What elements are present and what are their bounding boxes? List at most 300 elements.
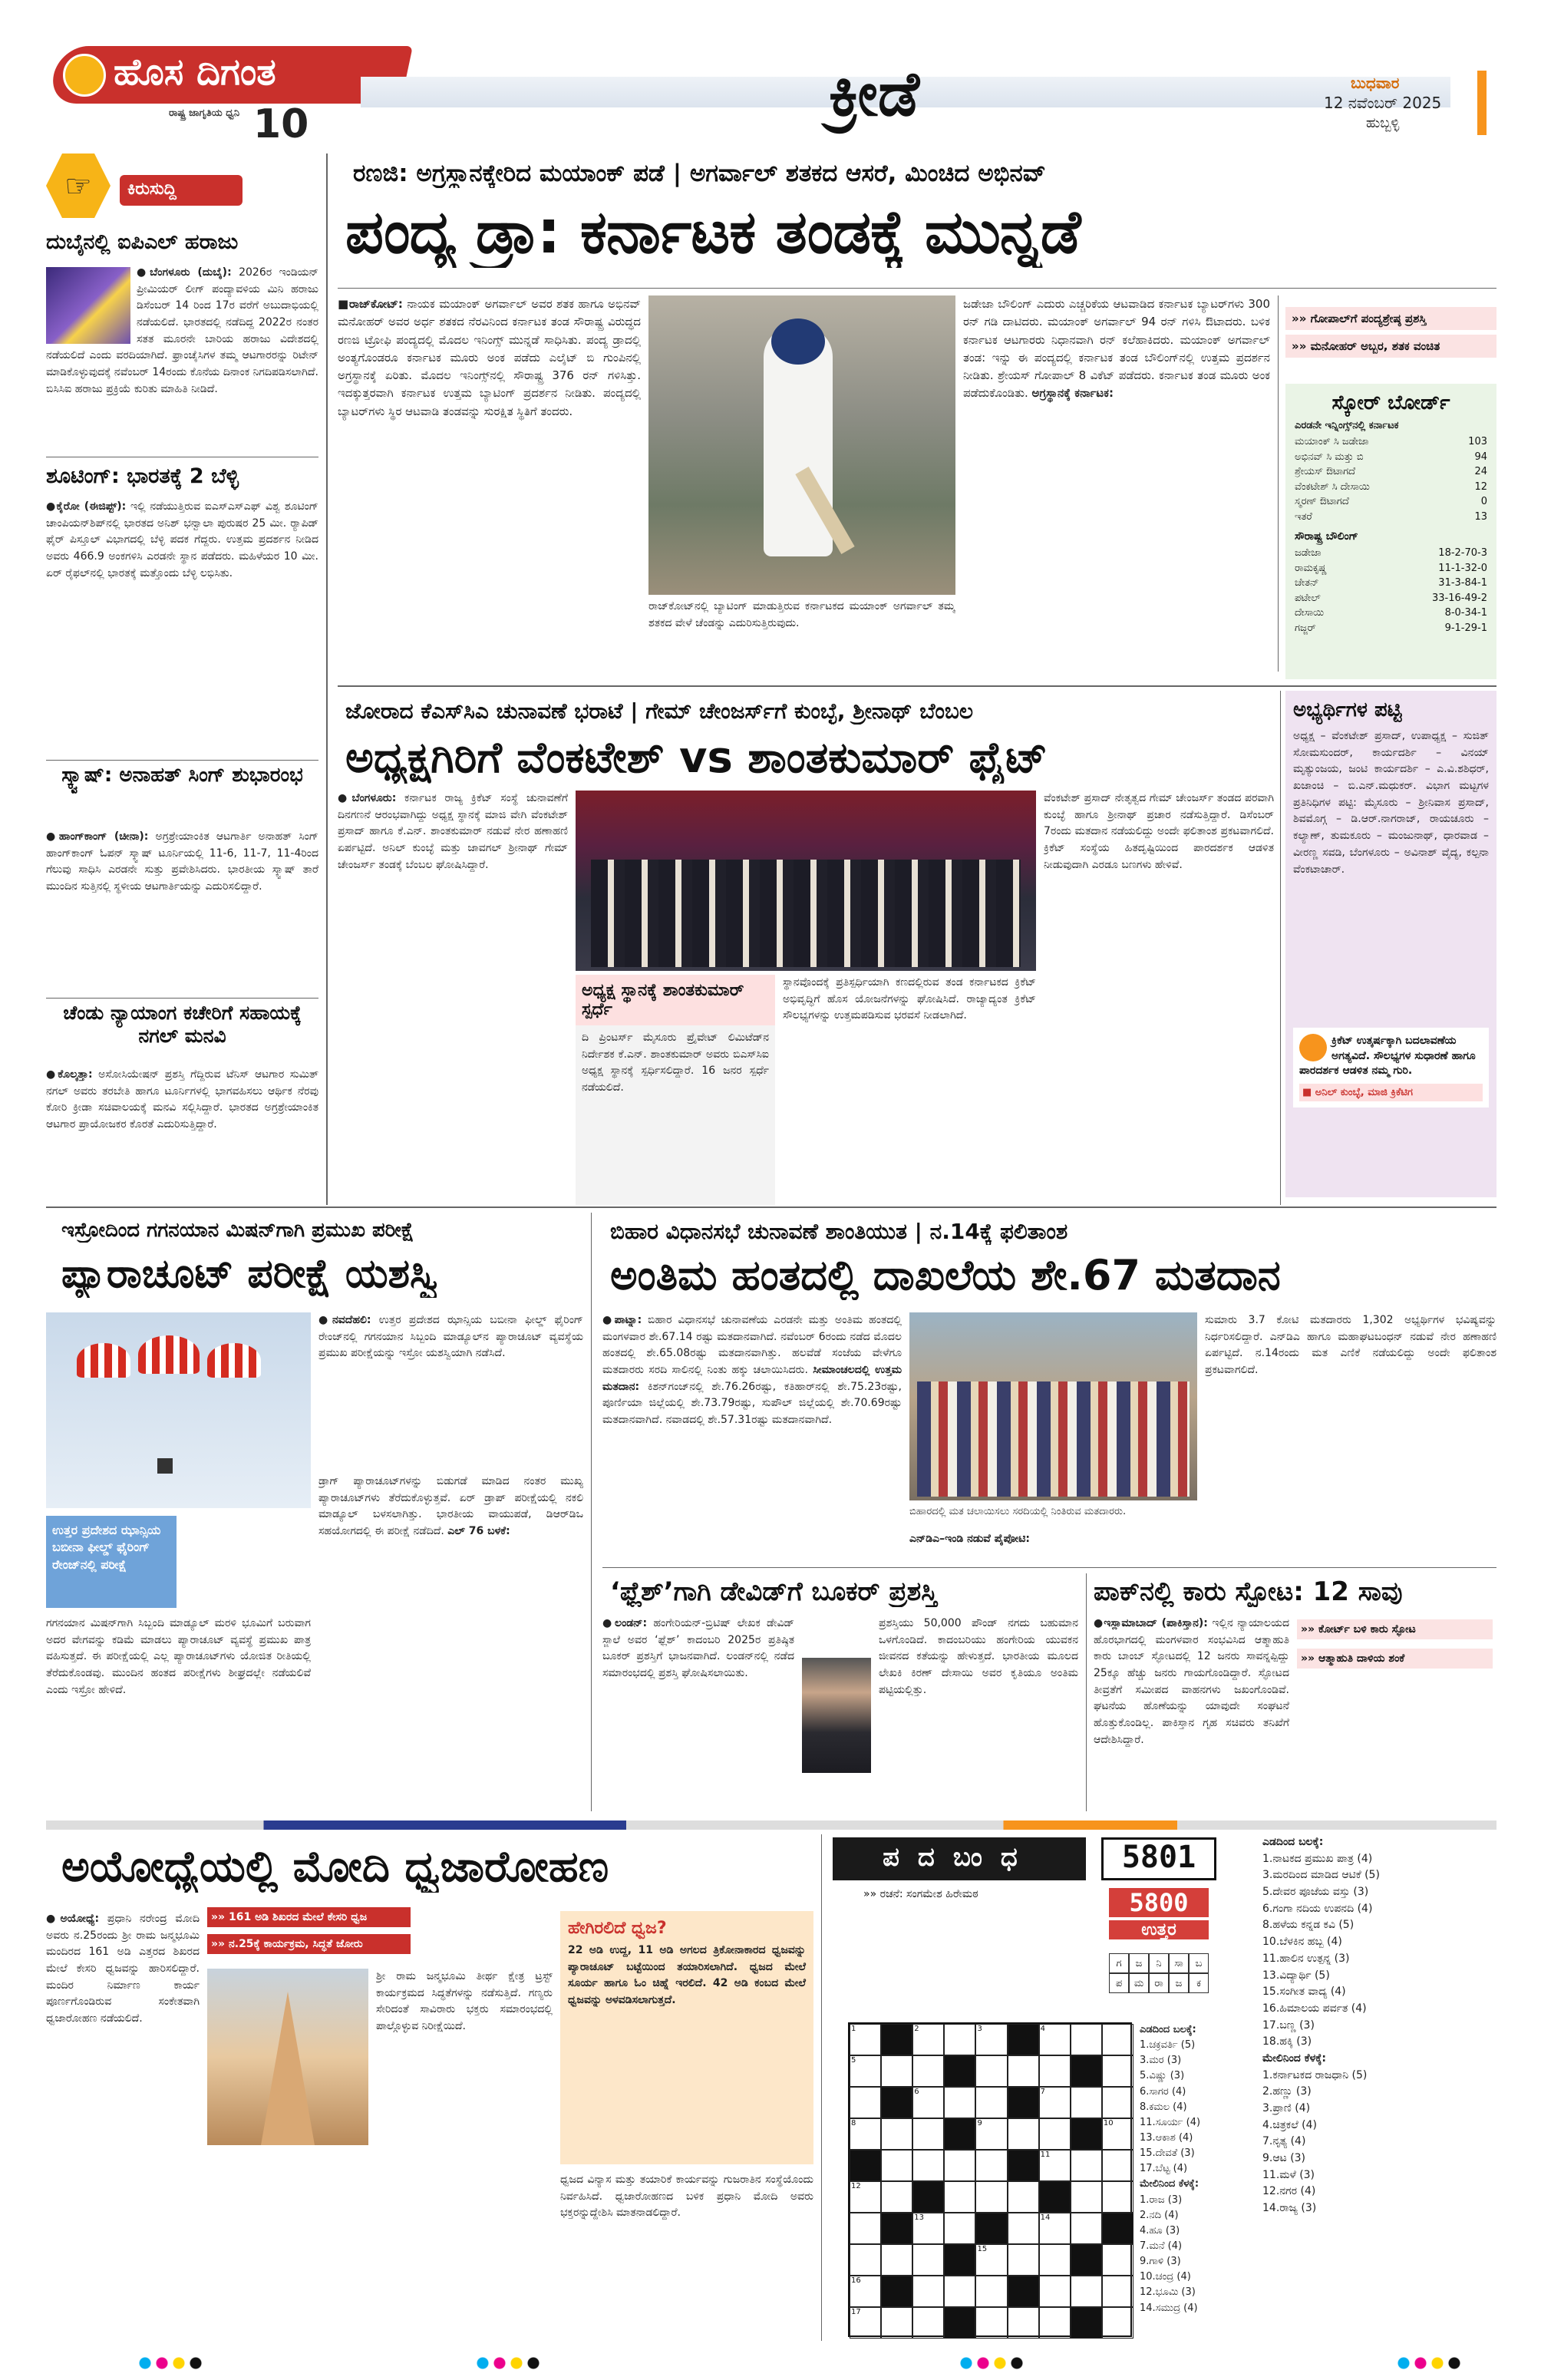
bowling-row-cell: ಜಡೇಜಾ <box>1295 547 1322 559</box>
crossword-cell[interactable] <box>881 2276 912 2307</box>
crossword-cell[interactable] <box>1102 2024 1133 2055</box>
batting-row-cell: 24 <box>1474 466 1487 477</box>
crossword-cell[interactable] <box>1008 2087 1039 2118</box>
crossword-cell[interactable] <box>1039 2118 1071 2150</box>
crossword-cell[interactable] <box>1071 2307 1102 2339</box>
parachute-3 <box>207 1343 261 1378</box>
ksca-dateline: ●ಬೆಂಗಳೂರು: <box>338 792 397 804</box>
crossword-cell[interactable] <box>1008 2150 1039 2181</box>
crossword-cell[interactable] <box>944 2024 975 2055</box>
across-clue: 1.ಚಕ್ರವರ್ತಿ (5) <box>1140 2039 1196 2052</box>
brief-3-text: ಅಗ್ರಶ್ರೇಯಾಂಕಿತ ಆಟಗಾರ್ತಿ ಅನಾಹತ್ ಸಿಂಗ್ ಹಾಂಗ್‌ಕಾಂಗ್ ಓಪನ್ ಸ್ಕ್ವಾಷ್ ಟೂರ್ನಿಯಲ್ಲಿ 11-6, 11-7, 11-4ರಿಂದ ಗೆಲುವು ಸಾಧಿಸಿ ಎರಡನೇ ಸುತ್ತು ಪ್ರವೇಶಿಸಿದರು. ಭಾರತೀಯ ಸ್ಕ್ವಾಷ್ ತಾರೆ ಮುಂದಿನ ಸುತ್ತಿನಲ್ಲಿ ಸ್ಥಳೀಯ ಆಟಗಾರ್ತಿಯನ್ನು ಎದುರಿಸಲಿದ್ದಾರೆ. <box>46 830 318 893</box>
bowling-row-cell: ಚೇತನ್ <box>1295 577 1319 589</box>
parachute-2 <box>138 1335 200 1374</box>
masthead <box>0 0 1541 153</box>
ayodhya-fact-1-text: 161 ಅಡಿ ಶಿಖರದ ಮೇಲೆ ಕೇಸರಿ ಧ್ವಜ <box>228 1911 368 1923</box>
crossword-cell[interactable] <box>1008 2244 1039 2276</box>
down-clue: 4.ಹೂ (3) <box>1140 2224 1180 2236</box>
ranji-headline: ಪಂದ್ಯ ಡ್ರಾ: ಕರ್ನಾಟಕ ತಂಡಕ್ಕೆ ಮುನ್ನಡೆ <box>345 198 1081 267</box>
pak-tag-2: »» ಆತ್ಮಾಹುತಿ ದಾಳಿಯ ಶಂಕೆ <box>1297 1649 1493 1669</box>
cell-number: 9 <box>977 2119 982 2127</box>
isro-story <box>46 1213 583 1811</box>
booker-photo <box>802 1658 871 1773</box>
crossword-cell[interactable] <box>944 2055 975 2087</box>
bowling-row-cell: 18-2-70-3 <box>1438 547 1487 559</box>
batting-row-cell: ಅಭಿನವ್ ಸಿ ಮತ್ತು ಬಿ <box>1295 451 1364 463</box>
booker-body-2: ಪ್ರಶಸ್ತಿಯು 50,000 ಪೌಂಡ್ ನಗದು ಬಹುಮಾನ ಒಳಗೊಂಡಿದೆ. ಕಾದಂಬರಿಯು ಹಂಗೇರಿಯ ಯುವಕನ ಜೀವನದ ಕತೆಯನ್ನು ಹೇಳುತ್ತದೆ. ಭಾರತೀಯ ಮೂಲದ ಲೇಖಕಿ ಕಿರಣ್ ದೇಸಾಯಿ ಅವರ ಕೃತಿಯೂ ಅಂತಿಮ ಪಟ್ಟಿಯಲ್ಲಿತ್ತು. <box>879 1617 1078 1696</box>
ayodhya-body-mid: ಶ್ರೀ ರಾಮ ಜನ್ಮಭೂಮಿ ತೀರ್ಥ ಕ್ಷೇತ್ರ ಟ್ರಸ್ಟ್ ಕಾರ್ಯಕ್ರಮದ ಸಿದ್ಧತೆಗಳನ್ನು ನಡೆಸುತ್ತಿದೆ. ಗಣ್ಯರು ಸೇರಿದಂತೆ ಸಾವಿರಾರು ಭಕ್ತರು ಸಮಾರಂಭದಲ್ಲಿ ಪಾಲ್ಗೊಳ್ಳುವ ನಿರೀಕ್ಷೆಯಿದೆ. <box>376 1970 553 2033</box>
brief-2-title: ಶೂಟಿಂಗ್: ಭಾರತಕ್ಕೆ 2 ಬೆಳ್ಳಿ <box>46 464 239 488</box>
crossword-cell[interactable] <box>1102 2055 1133 2087</box>
crossword-grid <box>848 2022 1132 2337</box>
parachute-1 <box>77 1343 130 1378</box>
registration-marks <box>0 2352 1541 2375</box>
ksca-sidebar-body: ಅಧ್ಯಕ್ಷ – ವೆಂಕಟೇಶ್ ಪ್ರಸಾದ್, ಉಪಾಧ್ಯಕ್ಷ – ಸುಜಿತ್ ಸೋಮಸುಂದರ್, ಕಾರ್ಯದರ್ಶಿ – ವಿನಯ್ ಮೃತ್ಯುಂಜಯ, ಜಂಟಿ ಕಾರ್ಯದರ್ಶಿ – ಎ.ವಿ.ಶಶಿಧರ್, ಖಜಾಂಚಿ – ಬಿ.ಎನ್.ಮಧುಕರ್. ವಿಭಾಗ ಮಟ್ಟಗಳ ಪ್ರತಿನಿಧಿಗಳ ಪಟ್ಟಿ: ಮೈಸೂರು – ಶ್ರೀನಿವಾಸ ಪ್ರಸಾದ್, ಶಿವಮೊಗ್ಗ – ಡಿ.ಆರ್.ನಾಗರಾಜ್, ರಾಯಚೂರು – ಕಲ್ಯಾಣ್, ತುಮಕೂರು – ಮಂಜುನಾಥ್, ಧಾರವಾಡ – ವೀರಣ್ಣ ಸವಡಿ, ಬೆಂಗಳೂರು – ಅವಿನಾಶ್ ವೈದ್ಯ, ಕಲ್ಪನಾ ವೆಂಕಟಾಚಾರ್. <box>1293 730 1489 876</box>
bowling-row-cell: 8-0-34-1 <box>1444 607 1487 619</box>
logo-tagline: ರಾಷ್ಟ್ರ ಜಾಗೃತಿಯ ಧ್ವನಿ <box>169 107 240 119</box>
crossword-cell[interactable] <box>1071 2244 1102 2276</box>
color-strip <box>46 1820 1496 1830</box>
down-clue-item: 1.ಕರ್ನಾಟಕದ ರಾಜಧಾನಿ (5) <box>1262 2068 1368 2081</box>
bowling-row-cell: 11-1-32-0 <box>1438 562 1487 574</box>
crossword-cell[interactable] <box>975 2276 1007 2307</box>
crossword-cell[interactable] <box>944 2181 975 2213</box>
bowling-row-cell: 33-16-49-2 <box>1432 592 1487 604</box>
bihar-body-1: ಬಿಹಾರ ವಿಧಾನಸಭೆ ಚುನಾವಣೆಯ ಎರಡನೇ ಮತ್ತು ಅಂತಿಮ ಹಂತದಲ್ಲಿ ಮಂಗಳವಾರ ಶೇ.67.14 ರಷ್ಟು ಮತದಾನವಾಗಿದೆ. ನವೆಂಬರ್ 6ರಂದು ನಡೆದ ಮೊದಲ ಹಂತದಲ್ಲಿ ಶೇ.65.08ರಷ್ಟು ಮತದಾನವಾಗಿತ್ತು. ಹಲವೆಡೆ ಸಂಜೆಯ ವೇಳೆಗೂ ಮತದಾರರು ಸರದಿ ಸಾಲಿನಲ್ಲಿ ನಿಂತು ಹಕ್ಕು ಚಲಾಯಿಸಿದರು. <box>602 1314 902 1377</box>
booker-body-1 <box>602 1616 794 1811</box>
clue-item: 6.ಗಂಗಾ ನದಿಯ ಉಪನದಿ (4) <box>1262 1902 1373 1915</box>
bihar-body-2: ಕಿಶನ್‌ಗಂಜ್‌ನಲ್ಲಿ ಶೇ.76.26ರಷ್ಟು, ಕತಿಹಾರ್‌ನಲ್ಲಿ ಶೇ.75.23ರಷ್ಟು, ಪೂರ್ಣಿಯಾ ಜಿಲ್ಲೆಯಲ್ಲಿ ಶೇ.73.79ರಷ್ಟು, ಸುಪೌಲ್ ಜಿಲ್ಲೆಯಲ್ಲಿ ಶೇ.70.69ರಷ್ಟು ಮತದಾನವಾಗಿದೆ. ನವಾಡದಲ್ಲಿ ಶೇ.57.31ರಷ್ಟು ಮತದಾನವಾಗಿದೆ. <box>602 1380 902 1427</box>
batting-row-cell: ವೆಂಕಟೇಶ್ ಸಿ ದೇಸಾಯಿ <box>1295 480 1370 493</box>
ksca-sidebar <box>1285 691 1496 1197</box>
ksca-story <box>338 691 1274 1205</box>
down-clue: 7.ಮನೆ (4) <box>1140 2240 1183 2252</box>
crossword <box>833 1834 1496 2341</box>
quote-box <box>1293 1028 1489 1107</box>
crossword-cell[interactable] <box>944 2213 975 2244</box>
down-clue-item: 11.ಮಳೆ (3) <box>1262 2168 1315 2181</box>
page-number: 10 <box>253 101 309 147</box>
crossword-cell[interactable] <box>1071 2055 1102 2087</box>
crossword-cell[interactable] <box>1071 2181 1102 2213</box>
ayodhya-headline: ಅಯೋಧ್ಯೆಯಲ್ಲಿ ಮೋದಿ ಧ್ವಜಾರೋಹಣ <box>61 1842 609 1892</box>
batting-row-cell: ಶ್ರೇಯಸ್ ಔಟಾಗದೆ <box>1295 466 1356 477</box>
ayodhya-dateline: ●ಅಯೋಧ್ಯೆ: <box>46 1913 100 1925</box>
cell-number: 1 <box>851 2025 856 2033</box>
batting-row-cell: 0 <box>1480 496 1487 507</box>
solution-cell: ರಾ <box>1149 1973 1169 1993</box>
batting-row-cell: ಸ್ಮರಣ್ ಔಟಾಗದೆ <box>1295 496 1349 507</box>
quote-text: ಕ್ರಿಕೆಟ್ ಉತ್ಕರ್ಷಕ್ಕಾಗಿ ಬದಲಾವಣೆಯ ಅಗತ್ಯವಿದೆ. ಸೌಲಭ್ಯಗಳ ಸುಧಾರಣೆ ಹಾಗೂ ಪಾರದರ್ಶಕ ಆಡಳಿತ ನಮ್ಮ ಗುರಿ. <box>1299 1035 1476 1078</box>
bihar-body-right: ಸುಮಾರು 3.7 ಕೋಟಿ ಮತದಾರರು 1,302 ಅಭ್ಯರ್ಥಿಗಳ ಭವಿಷ್ಯವನ್ನು ನಿರ್ಧರಿಸಲಿದ್ದಾರೆ. ಎನ್‌ಡಿಎ ಹಾಗೂ ಮಹಾಘಟಬಂಧನ್ ನಡುವೆ ನೇರ ಹಣಾಹಣಿ ಏರ್ಪಟ್ಟಿದೆ. ನ.14ರಂದು ಮತ ಎಣಿಕೆ ನಡೆಯಲಿದ್ದು ಅಂದೇ ಫಲಿತಾಂಶ ಪ್ರಕಟವಾಗಲಿದೆ. <box>1205 1314 1496 1377</box>
down-clue-item: 9.ಆಟ (3) <box>1262 2152 1306 2165</box>
cmyk-dots <box>476 2356 545 2370</box>
column-rule <box>1278 295 1279 672</box>
capsule <box>157 1458 173 1474</box>
bihar-kicker: ಬಿಹಾರ ವಿಧಾನಸಭೆ ಚುನಾವಣೆ ಶಾಂತಿಯುತ | ನ.14ಕ್ಕೆ ಫಲಿತಾಂಶ <box>610 1219 1068 1244</box>
cell-number: 2 <box>914 2025 919 2033</box>
batting-table <box>1295 434 1487 524</box>
ayodhya-sidebar <box>560 1911 813 2164</box>
across-clue: 6.ಸಾಗರ (4) <box>1140 2085 1186 2098</box>
across-clue: 11.ಸೂರ್ಯ (4) <box>1140 2116 1201 2128</box>
cell-number: 3 <box>977 2025 982 2033</box>
crossword-cell[interactable] <box>1102 2307 1133 2339</box>
pak-tag-1-text: ಕೋರ್ಟ್ ಬಳಿ ಕಾರು ಸ್ಫೋಟ <box>1318 1623 1416 1636</box>
pak-body <box>1094 1616 1289 1811</box>
batting-row <box>1295 510 1487 525</box>
clue-list <box>1262 1851 1496 2051</box>
ayodhya-body-right: ಧ್ವಜದ ವಿನ್ಯಾಸ ಮತ್ತು ತಯಾರಿಕೆ ಕಾರ್ಯವನ್ನು ಗುಜರಾತಿನ ಸಂಸ್ಥೆಯೊಂದು ನಿರ್ವಹಿಸಿದೆ. ಧ್ವಜಾರೋಹಣದ ಬಳಿಕ ಪ್ರಧಾನಿ ಮೋದಿ ಅವರು ಭಕ್ತರನ್ನುದ್ದೇಶಿಸಿ ಮಾತನಾಡಲಿದ್ದಾರೆ. <box>560 2174 813 2220</box>
header-day: ಬುಧವಾರ <box>1351 74 1400 92</box>
crossword-cell[interactable] <box>975 2181 1007 2213</box>
sidebar-item-2-text: ಮನೋಹರ್ ಅಬ್ಬರ, ಶತಕ ವಂಚಿತ <box>1310 339 1440 353</box>
crossword-cell[interactable] <box>1008 2118 1039 2150</box>
ksca-sidebar-title: ಅಭ್ಯರ್ಥಿಗಳ ಪಟ್ಟಿ <box>1293 698 1402 721</box>
brief-1-body <box>46 265 318 449</box>
crossword-cell[interactable] <box>944 2087 975 2118</box>
bihar-exit: ಎನ್‌ಡಿಎ–ಇಂಡಿ ನಡುವೆ ಪೈಪೋಟಿ: <box>909 1533 1030 1545</box>
crossword-cell[interactable] <box>912 2181 944 2213</box>
section-rule <box>338 685 1496 687</box>
ayodhya-fact-2-text: ನ.25ಕ್ಕೆ ಕಾರ್ಯಕ್ರಮ, ಸಿದ್ಧತೆ ಜೋರು <box>228 1938 363 1950</box>
crossword-cell[interactable] <box>1008 2024 1039 2055</box>
clues-title: ಎಡದಿಂದ ಬಲಕ್ಕೆ: <box>1262 1836 1324 1848</box>
isro-photo <box>46 1312 311 1508</box>
brief-4-dateline: ●ಕೊಲ್ಕತ್ತಾ: <box>46 1068 93 1081</box>
cell-number: 4 <box>1040 2025 1046 2033</box>
crossword-cell[interactable] <box>1071 2213 1102 2244</box>
down-clue-item: 2.ಹಣ್ಣು (3) <box>1262 2085 1312 2098</box>
cell-number: 14 <box>1040 2213 1051 2222</box>
cell-number: 12 <box>851 2182 861 2190</box>
logo-text: ಹೊಸ ದಿಗಂತ <box>114 51 276 94</box>
crossword-cell[interactable] <box>975 2213 1007 2244</box>
ksca-subbox <box>576 975 775 1205</box>
batting-row-cell: 103 <box>1468 436 1487 447</box>
crossword-number: 5801 <box>1101 1837 1216 1880</box>
crossword-cell[interactable] <box>881 2181 912 2213</box>
ranji-kicker: ರಣಜಿ: ಅಗ್ರಸ್ಥಾನಕ್ಕೇರಿದ ಮಯಾಂಕ್ ಪಡೆ | ಅಗರ್ವಾಲ್ ಶತಕದ ಆಸರೆ, ಮಿಂಚಿದ ಅಭಿನವ್ <box>353 160 1046 187</box>
bihar-dateline: ●ಪಾಟ್ನಾ: <box>602 1314 642 1326</box>
across-clue: 13.ಆಕಾಶ (4) <box>1140 2131 1193 2144</box>
bowling-row <box>1295 621 1487 636</box>
pak-tag-2-text: ಆತ್ಮಾಹುತಿ ದಾಳಿಯ ಶಂಕೆ <box>1318 1652 1405 1665</box>
ksca-body-1: ಕರ್ನಾಟಕ ರಾಜ್ಯ ಕ್ರಿಕೆಟ್ ಸಂಸ್ಥೆ ಚುನಾವಣೆಗೆ ದಿನಗಣನೆ ಆರಂಭವಾಗಿದ್ದು ಅಧ್ಯಕ್ಷ ಸ್ಥಾನಕ್ಕೆ ಮಾಜಿ ವೇಗಿ ವೆಂಕಟೇಶ್ ಪ್ರಸಾದ್ ಹಾಗೂ ಕೆ.ಎನ್. ಶಾಂತಕುಮಾರ್ ನಡುವೆ ನೇರ ಹಣಾಹಣಿ ಏರ್ಪಟ್ಟಿದೆ. ಅನಿಲ್ ಕುಂಬ್ಳೆ ಮತ್ತು ಜಾವಗಲ್ ಶ್ರೀನಾಥ್ ಗೇಮ್ ಚೇಂಜರ್ಸ್ ತಂಡಕ್ಕೆ ಬೆಂಬಲ ಘೋಷಿಸಿದ್ದಾರೆ. <box>338 792 568 871</box>
cell-number: 17 <box>851 2308 861 2316</box>
column-rule <box>326 153 328 1205</box>
clue-item: 8.ಹಳೆಯ ಕನ್ನಡ ಕವಿ (5) <box>1262 1919 1355 1932</box>
clue-item: 1.ನಾಟಕದ ಪ್ರಮುಖ ಪಾತ್ರ (4) <box>1262 1852 1373 1865</box>
crossword-cell[interactable] <box>1102 2276 1133 2307</box>
crossword-cell[interactable] <box>944 2118 975 2150</box>
header-city: ಹುಬ್ಬಳ್ಳಿ <box>1366 115 1400 131</box>
bowling-table <box>1295 546 1487 635</box>
crossword-cell[interactable] <box>881 2244 912 2276</box>
brief-1-text: 2026ರ ಇಂಡಿಯನ್ ಪ್ರೀಮಿಯರ್ ಲೀಗ್ ಪಂದ್ಯಾವಳಿಯ ಮಿನಿ ಹರಾಜು ಡಿಸೆಂಬರ್ 14 ರಿಂದ 17ರ ವರೆಗೆ ಅಬುದಾಭಿಯಲ್ಲಿ ನಡೆಯಲಿದೆ. ಭಾರತದಲ್ಲಿ ನಡೆದಿದ್ದ 2022ರ ನಂತರ ಸತತ ಮೂರನೇ ಬಾರಿಯ ಹರಾಜು ವಿದೇಶದಲ್ಲಿ ನಡೆಯಲಿದೆ ಎಂದು ವರದಿಯಾಗಿದೆ. ಫ್ರಾಂಚೈಸಿಗಳ ತಮ್ಮ ಆಟಗಾರರನ್ನು ರಿಟೇನ್ ಮಾಡಿಕೊಳ್ಳುವುದಕ್ಕೆ ನವೆಂಬರ್ 14ರಂದು ಕೊನೆಯ ದಿನಾಂಕ ನಿಗದಿಪಡಿಸಲಾಗಿದೆ. ಬಿಸಿಸಿಐ ಹರಾಜು ಪ್ರಕ್ರಿಯೆ ಕುರಿತು ಮಾಹಿತಿ ನೀಡಿದೆ. <box>46 266 318 395</box>
ranji-dateline: ■ರಾಜ್‌ಕೋಟ್: <box>338 297 403 311</box>
isro-body-2: ಗಗನಯಾನ ಮಿಷನ್‌ಗಾಗಿ ಸಿಬ್ಬಂದಿ ಮಾಡ್ಯೂಲ್ ಮರಳಿ ಭೂಮಿಗೆ ಬರುವಾಗ ಅದರ ವೇಗವನ್ನು ಕಡಿಮೆ ಮಾಡಲು ಪ್ಯಾರಾಚೂಟ್ ವ್ಯವಸ್ಥೆ ಪ್ರಮುಖ ಪಾತ್ರ ವಹಿಸುತ್ತದೆ. ಈ ಪರೀಕ್ಷೆಯಲ್ಲಿ ಎಲ್ಲ ಪ್ಯಾರಾಚೂಟ್‌ಗಳು ಯೋಜಿತ ರೀತಿಯಲ್ಲಿ ತೆರೆದುಕೊಂಡವು. ಮುಂದಿನ ಹಂತದ ಪರೀಕ್ಷೆಗಳು ಶೀಘ್ರದಲ್ಲೇ ನಡೆಯಲಿವೆ ಎಂದು ಇಸ್ರೋ ಹೇಳಿದೆ. <box>46 1617 311 1696</box>
crossword-cell[interactable] <box>1039 2276 1071 2307</box>
section-title: ಕ್ರೀಡೆ <box>829 58 919 130</box>
clue-item: 18.ಹಕ್ಕಿ (3) <box>1262 2035 1312 2048</box>
brief-3-title: ಸ್ಕ್ವಾಷ್: ಅನಾಹತ್ ಸಿಂಗ್ ಶುಭಾರಂಭ <box>61 764 303 787</box>
bihar-headline: ಅಂತಿಮ ಹಂತದಲ್ಲಿ ದಾಖಲೆಯ ಶೇ.67 ಮತದಾನ <box>610 1251 1281 1299</box>
cell-number: 15 <box>977 2245 988 2253</box>
crossword-cell[interactable] <box>1102 2244 1133 2276</box>
clue-item: 13.ವಿದ್ಯಾರ್ಥಿ (5) <box>1262 1969 1330 1982</box>
crossword-cell[interactable] <box>912 2244 944 2276</box>
across-list <box>1140 2038 1255 2177</box>
crossword-cell[interactable] <box>912 2118 944 2150</box>
across-clue: 8.ಕಮಲ (4) <box>1140 2101 1187 2113</box>
ayodhya-fact-2: »» ನ.25ಕ್ಕೆ ಕಾರ್ಯಕ್ರಮ, ಸಿದ್ಧತೆ ಜೋರು <box>207 1934 411 1954</box>
bowling-row-cell: ದೇಸಾಯಿ <box>1295 607 1325 619</box>
ranji-sidebar <box>1285 307 1496 358</box>
crossword-cell[interactable] <box>1102 2150 1133 2181</box>
ksca-body-left <box>338 791 568 990</box>
bihar-subhead: ಸೀಮಾಂಚಲದಲ್ಲಿ ಉತ್ತಮ ಮತದಾನ: <box>602 1364 902 1393</box>
ksca-headline: ಅಧ್ಯಕ್ಷಗಿರಿಗೆ ವೆಂಕಟೇಶ್ vs ಶಾಂತಕುಮಾರ್ ಫೈಟ್ <box>345 733 1048 783</box>
pak-story <box>1094 1573 1496 1811</box>
down-clue-item: 4.ಚಿತ್ರಕಲೆ (4) <box>1262 2118 1317 2131</box>
crossword-cell[interactable] <box>881 2213 912 2244</box>
bihar-photo <box>909 1312 1197 1500</box>
bihar-story <box>602 1213 1496 1566</box>
sidebar-item-1: »» ಗೋಪಾಲ್‌ಗೆ ಪಂದ್ಯಶ್ರೇಷ್ಠ ಪ್ರಶಸ್ತಿ <box>1285 307 1496 330</box>
down-clue: 1.ರಾಜ (3) <box>1140 2193 1183 2206</box>
cell-number: 6 <box>914 2088 919 2096</box>
crossword-cell[interactable] <box>912 2276 944 2307</box>
crossword-cell[interactable] <box>881 2024 912 2055</box>
brief-2-body <box>46 499 318 752</box>
crossword-cell[interactable] <box>944 2244 975 2276</box>
clue-item: 3.ಮರದಿಂದ ಮಾಡಿದ ಆಟಿಕೆ (5) <box>1262 1869 1380 1882</box>
crossword-cell[interactable] <box>1008 2055 1039 2087</box>
down-clue: 9.ಗಾಳಿ (3) <box>1140 2256 1181 2268</box>
ranji-photo <box>648 295 955 595</box>
crossword-cell[interactable] <box>1008 2276 1039 2307</box>
crossword-cell[interactable] <box>944 2276 975 2307</box>
down-clue-item: 3.ಪ್ರಾಣಿ (4) <box>1262 2102 1311 2114</box>
column-rule <box>591 1213 592 1811</box>
cell-number: 10 <box>1103 2119 1114 2127</box>
solution-cell: ಪ <box>1109 1973 1129 1993</box>
ayodhya-fact-1: »» 161 ಅಡಿ ಶಿಖರದ ಮೇಲೆ ಕೇಸರಿ ಧ್ವಜ <box>207 1907 411 1927</box>
solution-cell: ಜ <box>1169 1973 1189 1993</box>
crossword-cell[interactable] <box>1071 2087 1102 2118</box>
clue-item: 17.ಬಣ್ಣ (3) <box>1262 2019 1315 2032</box>
brief-3-dateline: ●ಹಾಂಗ್‌ಕಾಂಗ್ (ಚೀನಾ): <box>46 830 149 843</box>
crossword-cell[interactable] <box>1039 2307 1071 2339</box>
divider <box>46 998 318 999</box>
crossword-cell[interactable] <box>881 2307 912 2339</box>
ksca-kicker: ಜೋರಾದ ಕೆಎಸ್‌ಸಿಎ ಚುನಾವಣೆ ಭರಾಟೆ | ಗೇಮ್ ಚೇಂಜರ್ಸ್‌ಗೆ ಕುಂಬ್ಳೆ, ಶ್ರೀನಾಥ್ ಬೆಂಬಲ <box>345 698 974 724</box>
crossword-cell[interactable] <box>881 2087 912 2118</box>
batting-row-cell: ಇತರೆ <box>1295 510 1312 523</box>
section-rule <box>602 1567 1496 1568</box>
across-clue: 5.ವಿಷ್ಣು (3) <box>1140 2070 1185 2082</box>
clue-item: 10.ಬೆಳಕಿನ ಹಬ್ಬ (4) <box>1262 1936 1342 1949</box>
crossword-cell[interactable] <box>1102 2181 1133 2213</box>
column-rule <box>1086 1573 1087 1811</box>
solution-cell: ಸಾ <box>1169 1953 1189 1973</box>
clue-item: 5.ದೇವರ ಪೂಜೆಯ ವಸ್ತು (3) <box>1262 1886 1369 1899</box>
across-clue: 15.ದೇವತೆ (3) <box>1140 2147 1195 2160</box>
ksca-photo <box>576 791 1036 971</box>
down-clue-item: 12.ನಗರ (4) <box>1262 2185 1316 2198</box>
divider <box>46 760 318 761</box>
isro-dateline: ●ನವದೆಹಲಿ: <box>318 1314 371 1326</box>
crossword-cell[interactable] <box>1039 2181 1071 2213</box>
booker-dateline: ●ಲಂಡನ್: <box>602 1617 648 1629</box>
crossword-cell[interactable] <box>1071 2276 1102 2307</box>
brief-3-body <box>46 829 318 990</box>
crossword-cell[interactable] <box>1102 2213 1133 2244</box>
solution-cell: ಬ <box>1189 1953 1209 1973</box>
ranji-body-left <box>338 295 641 679</box>
crossword-cell[interactable] <box>881 2150 912 2181</box>
crossword-cell[interactable] <box>850 2087 881 2118</box>
booker-body-1-text: ಹಂಗೇರಿಯನ್-ಬ್ರಿಟಿಷ್ ಲೇಖಕ ಡೇವಿಡ್ ಸ್ಜಾಲೆ ಅವರ ‘ಫ್ಲೆಶ್’ ಕಾದಂಬರಿ 2025ರ ಪ್ರತಿಷ್ಠಿತ ಬೂಕರ್ ಪ್ರಶಸ್ತಿಗೆ ಭಾಜನವಾಗಿದೆ. ಲಂಡನ್‌ನಲ್ಲಿ ನಡೆದ ಸಮಾರಂಭದಲ್ಲಿ ಪ್ರಶಸ್ತಿ ಘೋಷಿಸಲಾಯಿತು. <box>602 1617 794 1680</box>
isro-body-1 <box>318 1312 583 1466</box>
sidebar-item-2: »» ಮನೋಹರ್ ಅಬ್ಬರ, ಶತಕ ವಂಚಿತ <box>1285 335 1496 358</box>
crossword-cell[interactable] <box>850 2244 881 2276</box>
crossword-cell[interactable] <box>1071 2024 1102 2055</box>
batting-row-cell: 13 <box>1474 510 1487 523</box>
across-clue: 17.ಬೆಟ್ಟ (4) <box>1140 2163 1188 2175</box>
ayodhya-story <box>46 1834 813 2341</box>
clue-item: 15.ಸಂಗೀತ ವಾದ್ಯ (4) <box>1262 1986 1346 1999</box>
batting-row-cell: ಮಯಾಂಕ್ ಸಿ ಜಡೇಜಾ <box>1295 436 1369 447</box>
crossword-cell[interactable] <box>1071 2150 1102 2181</box>
brief-2-text: ಇಲ್ಲಿ ನಡೆಯುತ್ತಿರುವ ಐಎಸ್‌ಎಸ್‌ಎಫ್ ವಿಶ್ವ ಶೂಟಿಂಗ್ ಚಾಂಪಿಯನ್‌ಶಿಪ್‌ನಲ್ಲಿ ಭಾರತದ ಅನಿಶ್ ಭನ್ವಾಲಾ ಪುರುಷರ 25 ಮೀ. ರ‍್ಯಾಪಿಡ್ ಫೈರ್ ಪಿಸ್ತೂಲ್ ವಿಭಾಗದಲ್ಲಿ ಬೆಳ್ಳಿ ಪದಕ ಗೆದ್ದರು. ಉತ್ತಮ ಪ್ರದರ್ಶನ ನೀಡಿದ ಅವರು 466.9 ಅಂಕಗಳಿಸಿ ಎರಡನೇ ಸ್ಥಾನ ಪಡೆದರು. ಮಹಿಳೆಯರ 10 ಮೀ. ಏರ್ ರೈಫಲ್‌ನಲ್ಲಿ ಭಾರತಕ್ಕೆ ಮತ್ತೊಂದು ಬೆಳ್ಳಿ ಲಭಿಸಿತು. <box>46 500 318 579</box>
cell-number: 8 <box>851 2119 856 2127</box>
ayodhya-body-1: ಪ್ರಧಾನಿ ನರೇಂದ್ರ ಮೋದಿ ಅವರು ನ.25ರಂದು ಶ್ರೀ ರಾಮ ಜನ್ಮಭೂಮಿ ಮಂದಿರದ 161 ಅಡಿ ಎತ್ತರದ ಶಿಖರದ ಮೇಲೆ ಕೇಸರಿ ಧ್ವಜವನ್ನು ಹಾರಿಸಲಿದ್ದಾರೆ. ಮಂದಿರ ನಿರ್ಮಾಣ ಕಾರ್ಯ ಪೂರ್ಣಗೊಂಡಿರುವ ಸಂಕೇತವಾಗಿ ಧ್ವಜಾರೋಹಣ ನಡೆಯಲಿದೆ. <box>46 1913 200 2025</box>
crossword-cell[interactable] <box>1008 2213 1039 2244</box>
crossword-cell[interactable] <box>850 2213 881 2244</box>
bowling-row-cell: ಪಟೇಲ್ <box>1295 592 1321 604</box>
ayodhya-photo <box>207 1969 368 2145</box>
batting-row <box>1295 494 1487 510</box>
crossword-cell[interactable] <box>975 2087 1007 2118</box>
clue-item: 11.ಹಾಲಿನ ಉತ್ಪನ್ನ (3) <box>1262 1952 1350 1965</box>
crossword-cell[interactable] <box>912 2150 944 2181</box>
crossword-cell[interactable] <box>975 2307 1007 2339</box>
batter-helmet <box>771 319 825 365</box>
solution-grid <box>1109 1953 1209 2015</box>
crossword-cell[interactable] <box>944 2150 975 2181</box>
crossword-cell[interactable] <box>912 2055 944 2087</box>
section-rule <box>46 1207 1496 1208</box>
bowling-row-cell: 31-3-84-1 <box>1438 577 1487 589</box>
sidebar-item-1-text: ಗೋಪಾಲ್‌ಗೆ ಪಂದ್ಯಶ್ರೇಷ್ಠ ಪ್ರಶಸ್ತಿ <box>1310 312 1427 325</box>
ksca-subbody: ದಿ ಪ್ರಿಂಟರ್ಸ್ ಮೈಸೂರು ಪ್ರೈವೇಟ್ ಲಿಮಿಟೆಡ್‌ನ ನಿರ್ದೇಶಕ ಕೆ.ಎನ್. ಶಾಂತಕುಮಾರ್ ಅವರು ಬಿಎಸ್‌ಸಿಐ ಅಧ್ಯಕ್ಷ ಸ್ಥಾನಕ್ಕೆ ಸ್ಪರ್ಧಿಸಲಿದ್ದಾರೆ. 16 ಜನರ ಸ್ಪರ್ಧೆ ನಡೆಯಲಿದೆ. <box>582 1032 769 1094</box>
across-clue: 3.ಮರ (3) <box>1140 2055 1182 2067</box>
isro-headline: ಪ್ಯಾರಾಚೂಟ್ ಪರೀಕ್ಷೆ ಯಶಸ್ವಿ <box>61 1251 438 1297</box>
ayodhya-sidebar-title: ಹೇಗಿರಲಿದೆ ಧ್ವಜ? <box>568 1919 667 1938</box>
logo-block <box>54 46 407 130</box>
scoreboard <box>1285 384 1496 679</box>
briefs-column <box>46 153 318 1131</box>
solution-cell: ಜ <box>1129 1953 1149 1973</box>
clues-panel <box>1262 1834 1496 2341</box>
batting-row <box>1295 450 1487 465</box>
brief-2-dateline: ●ಕೈರೋ (ಈಜಿಪ್ಟ್): <box>46 500 127 513</box>
crossword-cell[interactable] <box>975 2055 1007 2087</box>
isro-body-3-text: ಡ್ರಾಗ್ ಪ್ಯಾರಾಚೂಟ್‌ಗಳನ್ನು ಬಿಡುಗಡೆ ಮಾಡಿದ ನಂತರ ಮುಖ್ಯ ಪ್ಯಾರಾಚೂಟ್‌ಗಳು ತೆರೆದುಕೊಳ್ಳುತ್ತವೆ. ಏರ್ ಡ್ರಾಪ್ ಪರೀಕ್ಷೆಯಲ್ಲಿ ನಕಲಿ ಮಾಡ್ಯೂಲ್ ಬಳಸಲಾಗಿತ್ತು. ಭಾರತೀಯ ವಾಯುಪಡೆ, ಡಿಆರ್‌ಡಿಒ ಸಹಯೋಗದಲ್ಲಿ ಈ ಪರೀಕ್ಷೆ ನಡೆದಿದೆ. <box>318 1475 583 1538</box>
ayodhya-body-left <box>46 1911 200 2341</box>
booker-story <box>602 1573 1078 1811</box>
hand-icon: ☞ <box>64 169 92 204</box>
cmyk-dots <box>959 2356 1028 2370</box>
solution-cell: ಕ <box>1189 1973 1209 1993</box>
crossword-author: »» ರಚನೆ: ಸಂಗಮೇಶ ಹಿರೇಮಠ <box>863 1888 978 1900</box>
crossword-cell[interactable] <box>975 2150 1007 2181</box>
crossword-cell[interactable] <box>1008 2307 1039 2339</box>
ranji-body-1: ನಾಯಕ ಮಯಾಂಕ್ ಅಗರ್ವಾಲ್ ಅವರ ಶತಕ ಹಾಗೂ ಅಭಿನವ್ ಮನೋಹರ್ ಅವರ ಅರ್ಧ ಶತಕದ ನೆರವಿನಿಂದ ಕರ್ನಾಟಕ ತಂಡ ಸೌರಾಷ್ಟ್ರ ವಿರುದ್ಧದ ರಣಜಿ ಟ್ರೋಫಿ ಪಂದ್ಯದಲ್ಲಿ ಮೊದಲ ಇನಿಂಗ್ಸ್ ಮುನ್ನಡೆ ಸಾಧಿಸಿತು. ಪಂದ್ಯ ಡ್ರಾದಲ್ಲಿ ಅಂತ್ಯಗೊಂಡರೂ ಕರ್ನಾಟಕ ಮೂರು ಅಂಕ ಪಡೆದು ಎಲೈಟ್ ಬಿ ಗುಂಪಿನಲ್ಲಿ ಅಗ್ರಸ್ಥಾನಕ್ಕೆ ಏರಿತು. ಮೊದಲ ಇನಿಂಗ್ಸ್‌ನಲ್ಲಿ ಸೌರಾಷ್ಟ್ರ 376 ರನ್ ಗಳಿಸಿತ್ತು. ಇದಕ್ಕುತ್ತರವಾಗಿ ಕರ್ನಾಟಕ ಉತ್ತಮ ಬ್ಯಾಟಿಂಗ್ ಪ್ರದರ್ಶನ ನೀಡಿತು. ಪಂದ್ಯದಲ್ಲಿ ಬ್ಯಾಟರ್‌ಗಳು ಸ್ಥಿರ ಆಟವಾಡಿ ತಂಡವನ್ನು ಸುರಕ್ಷಿತ ಸ್ಥಿತಿಗೆ ತಂದರು. <box>338 297 641 418</box>
down-clue: 10.ಚಂದ್ರ (4) <box>1140 2271 1191 2283</box>
isro-body-1-text: ಉತ್ತರ ಪ್ರದೇಶದ ಝಾನ್ಸಿಯ ಬಬೀನಾ ಫೀಲ್ಡ್ ಫೈರಿಂಗ್ ರೇಂಜ್‌ನಲ್ಲಿ ಗಗನಯಾನ ಸಿಬ್ಬಂದಿ ಮಾಡ್ಯೂಲ್‌ನ ಪ್ಯಾರಾಚೂಟ್ ವ್ಯವಸ್ಥೆಯ ಪ್ರಮುಖ ಪರೀಕ್ಷೆಯನ್ನು ಇಸ್ರೋ ಯಶಸ್ವಿಯಾಗಿ ನಡೆಸಿದೆ. <box>318 1314 583 1360</box>
crossword-cell[interactable] <box>1039 2055 1071 2087</box>
solution-cell: ಗ <box>1109 1953 1129 1973</box>
bowling-row-cell: ಗಜ್ಜರ್ <box>1295 622 1316 634</box>
down-clue: 12.ಭೂಮಿ (3) <box>1140 2286 1196 2299</box>
crossword-cell[interactable] <box>912 2307 944 2339</box>
answer-number: 5800 <box>1109 1888 1209 1917</box>
down-title: ಮೇಲಿನಿಂದ ಕೆಳಕ್ಕೆ: <box>1140 2178 1199 2190</box>
pak-dateline: ●ಇಸ್ಲಾಮಾಬಾದ್ (ಪಾಕಿಸ್ತಾನ): <box>1094 1617 1208 1629</box>
crossword-cell[interactable] <box>1008 2181 1039 2213</box>
bihar-body-left <box>602 1312 902 1566</box>
crossword-cell[interactable] <box>881 2055 912 2087</box>
logo-emblem-icon <box>63 54 106 97</box>
pak-body-text: ಇಲ್ಲಿನ ನ್ಯಾಯಾಲಯದ ಹೊರಭಾಗದಲ್ಲಿ ಮಂಗಳವಾರ ಸಂಭವಿಸಿದ ಆತ್ಮಾಹುತಿ ಕಾರು ಬಾಂಬ್ ಸ್ಫೋಟದಲ್ಲಿ 12 ಜನರು ಸಾವನ್ನಪ್ಪಿದ್ದು 25ಕ್ಕೂ ಹೆಚ್ಚು ಜನರು ಗಾಯಗೊಂಡಿದ್ದಾರೆ. ಸ್ಫೋಟದ ತೀವ್ರತೆಗೆ ಸಮೀಪದ ವಾಹನಗಳು ಜಖಂಗೊಂಡಿವೆ. ಘಟನೆಯ ಹೊಣೆಯನ್ನು ಯಾವುದೇ ಸಂಘಟನೆ ಹೊತ್ತುಕೊಂಡಿಲ್ಲ. ಪಾಕಿಸ್ತಾನ ಗೃಹ ಸಚಿವರು ತನಿಖೆಗೆ ಆದೇಶಿಸಿದ್ದಾರೆ. <box>1094 1617 1289 1746</box>
crossword-cell[interactable] <box>1071 2118 1102 2150</box>
header-accent <box>1477 71 1487 135</box>
group-people <box>591 860 1021 967</box>
quote-by: ■ ಅನಿಲ್ ಕುಂಬ್ಳೆ, ಮಾಜಿ ಕ್ರಿಕೆಟಿಗ <box>1299 1084 1483 1101</box>
down-clue-item: 7.ನೃತ್ಯ (4) <box>1262 2135 1306 2148</box>
isro-kicker: ಇಸ್ರೋದಿಂದ ಗಗನಯಾನ ಮಿಷನ್‌ಗಾಗಿ ಪ್ರಮುಖ ಪರೀಕ್ಷೆ <box>61 1219 414 1242</box>
crossword-cell[interactable] <box>944 2307 975 2339</box>
bowling-row <box>1295 591 1487 606</box>
brief-1-title: ದುಬೈನಲ್ಲಿ ಐಪಿಎಲ್ ಹರಾಜು <box>46 230 239 254</box>
kirusuddi-label: ಕಿರುಸುದ್ದಿ <box>120 175 243 206</box>
bowling-row <box>1295 606 1487 621</box>
booker-headline: ‘ಫ್ಲೆಶ್’ಗಾಗಿ ಡೇವಿಡ್‌ಗೆ ಬೂಕರ್ ಪ್ರಶಸ್ತಿ <box>610 1576 938 1607</box>
column-rule <box>1280 691 1281 1205</box>
bowling-row <box>1295 576 1487 591</box>
ksca-subhead: ಅಧ್ಯಕ್ಷ ಸ್ಥಾನಕ್ಕೆ ಶಾಂತಕುಮಾರ್ ಸ್ಪರ್ಧೆ <box>576 975 775 1025</box>
brief-4-text: ಅಸೋಸಿಯೇಷನ್ ಪ್ರಶಸ್ತಿ ಗೆದ್ದಿರುವ ಟೆನಿಸ್ ಆಟಗಾರ ಸುಮಿತ್ ನಗಲ್ ಅವರು ತರಬೇತಿ ಹಾಗೂ ಟೂರ್ನಿಗಳಲ್ಲಿ ಭಾಗವಹಿಸಲು ಆರ್ಥಿಕ ನೆರವು ಕೋರಿ ಕ್ರೀಡಾ ಸಚಿವಾಲಯಕ್ಕೆ ಮನವಿ ಸಲ್ಲಿಸಿದ್ದಾರೆ. ಭಾರತದ ಅಗ್ರಶ್ರೇಯಾಂಕಿತ ಆಟಗಾರ ಪ್ರಾಯೋಜಕರ ಕೊರತೆ ಎದುರಿಸುತ್ತಿದ್ದಾರೆ. <box>46 1068 318 1131</box>
across-title: ಎಡದಿಂದ ಬಲಕ್ಕೆ: <box>1140 2024 1196 2035</box>
batting-row-cell: 94 <box>1474 451 1487 463</box>
crossword-cell[interactable] <box>881 2118 912 2150</box>
down-clues-title: ಮೇಲಿನಿಂದ ಕೆಳಕ್ಕೆ: <box>1262 2052 1326 2065</box>
crossword-cell[interactable] <box>1039 2244 1071 2276</box>
ksca-body-right: ವೆಂಕಟೇಶ್ ಪ್ರಸಾದ್ ನೇತೃತ್ವದ ಗೇಮ್ ಚೇಂಜರ್ಸ್ ತಂಡದ ಪರವಾಗಿ ಕುಂಬ್ಳೆ ಹಾಗೂ ಶ್ರೀನಾಥ್ ಪ್ರಚಾರ ನಡೆಸುತ್ತಿದ್ದಾರೆ. ಡಿಸೆಂಬರ್ 7ರಂದು ಮತದಾನ ನಡೆಯಲಿದ್ದು ಅಂದೇ ಫಲಿತಾಂಶ ಪ್ರಕಟವಾಗಲಿದೆ. ಕ್ರಿಕೆಟ್ ಸಂಸ್ಥೆಯ ಹಿತದೃಷ್ಟಿಯಿಂದ ಪಾರದರ್ಶಕ ಆಡಳಿತ ನೀಡುವುದಾಗಿ ಎರಡೂ ಬಣಗಳು ಹೇಳಿವೆ. <box>1044 792 1274 871</box>
brief-4-title: ಚೆಂಡು ನ್ಯಾಯಾಂಗ ಕಚೇರಿಗೆ ಸಹಾಯಕ್ಕೆ ನಗಲ್ ಮನವಿ <box>63 1002 302 1047</box>
cell-number: 7 <box>1040 2088 1046 2096</box>
crossword-cell[interactable] <box>1102 2087 1133 2118</box>
down-clue-item: 14.ರಾಜ್ಯ (3) <box>1262 2202 1317 2215</box>
ksca-body-mid: ಸ್ಥಾನವೊಂದಕ್ಕೆ ಪ್ರತಿಸ್ಪರ್ಧಿಯಾಗಿ ಕಣದಲ್ಲಿರುವ ತಂಡ ಕರ್ನಾಟಕದ ಕ್ರಿಕೆಟ್ ಅಭಿವೃದ್ಧಿಗೆ ಹೊಸ ಯೋಜನೆಗಳನ್ನು ಘೋಷಿಸಿದೆ. ರಾಜ್ಯಾದ್ಯಂತ ಕ್ರಿಕೆಟ್ ಸೌಲಭ್ಯಗಳನ್ನು ಉತ್ತಮಪಡಿಸುವ ಭರವಸೆ ನೀಡಲಾಗಿದೆ. <box>783 976 1036 1022</box>
batting-row-cell: 12 <box>1474 480 1487 493</box>
crossword-cell[interactable] <box>850 2150 881 2181</box>
bowling-title: ಸೌರಾಷ್ಟ್ರ ಬೌಲಿಂಗ್ <box>1295 530 1358 543</box>
pak-headline: ಪಾಕ್‌ನಲ್ಲಿ ಕಾರು ಸ್ಫೋಟ: 12 ಸಾವು <box>1094 1576 1403 1607</box>
